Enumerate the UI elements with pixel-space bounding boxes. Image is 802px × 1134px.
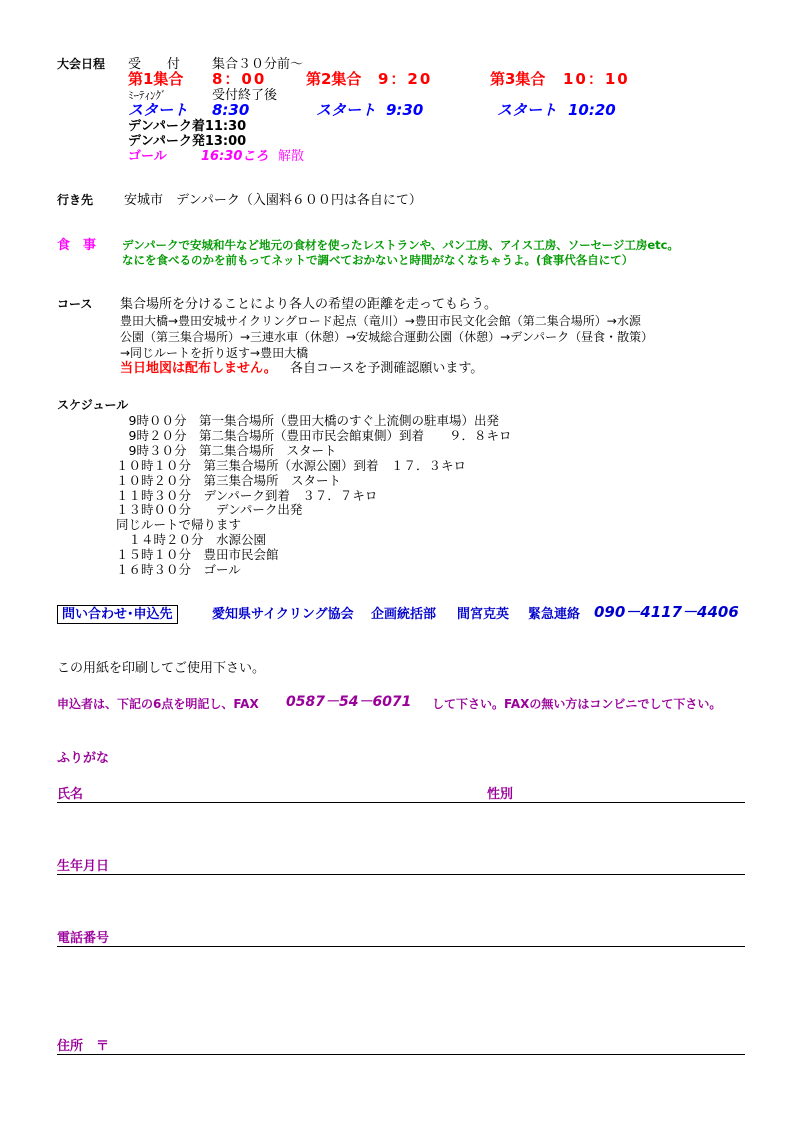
- course-route-3: →同じルートを折り返す→豊田大橋: [120, 346, 309, 360]
- furigana-label: ふりがな: [57, 751, 110, 766]
- schedule-item: １５時１０分 豊田市民会館: [116, 547, 279, 562]
- meeting-label: ﾐｰﾃｨﾝｸﾞ: [128, 89, 167, 102]
- arrive-denpark: デンパーク着11:30: [128, 119, 247, 134]
- start2-label: スタート: [316, 101, 377, 119]
- contact-role: 企画統括部: [371, 607, 437, 622]
- schedule-item: 同じルートで帰ります: [116, 517, 242, 532]
- start1-time: 8:30: [212, 101, 250, 119]
- schedule-item: 9時２０分 第二集合場所（豊田市民会館東側）到着 ９．８キロ: [116, 428, 512, 443]
- meal-line2: なにを食べるのかを前もってネットで調べておかないと時間がなくなちゃうよ。(食事代各自にて）: [122, 253, 634, 267]
- reception-value: 集合３０分前～: [212, 57, 304, 72]
- print-note: この用紙を印刷してご使用下さい。: [57, 661, 266, 676]
- gather2-time: 9：20: [378, 70, 433, 88]
- start1-label: スタート: [128, 101, 189, 119]
- meal-label: 食 事: [57, 238, 97, 253]
- schedule-item: １６時３０分 ゴール: [116, 562, 241, 577]
- start3-label: スタート: [497, 101, 558, 119]
- gender-label: 性別: [487, 787, 514, 802]
- address-underline: [57, 1054, 745, 1055]
- fax-number: 0587－54－6071: [286, 694, 412, 710]
- address-label: 住所 〒: [57, 1039, 110, 1054]
- schedule-item: １１時３０分 デンパーク到着 ３７．７キロ: [116, 488, 378, 503]
- phone-label: 電話番号: [57, 931, 110, 946]
- destination-value: 安城市 デンパーク（入園料６００円は各自にて）: [124, 193, 422, 208]
- course-route-1: 豊田大橋→豊田安城サイクリングロード起点（竜川）→豊田市民文化会館（第二集合場所）→水源: [120, 314, 641, 328]
- birthday-label: 生年月日: [57, 859, 110, 874]
- emergency-label: 緊急連絡: [528, 607, 581, 622]
- goal-note: 解散: [278, 149, 305, 164]
- fax-note-a: 申込者は、下記の6点を明記し、FAX: [57, 697, 259, 711]
- gather3-label: 第3集合: [490, 70, 546, 88]
- schedule-item: 9時３０分 第二集合場所 スタート: [116, 443, 337, 458]
- phone-underline: [57, 946, 745, 947]
- birthday-underline: [57, 874, 745, 875]
- event-schedule-label: 大会日程: [57, 57, 106, 71]
- goal-time: 16:30ころ: [201, 149, 269, 164]
- course-warning-note: 各自コースを予測確認願います。: [290, 361, 484, 376]
- schedule-item: １４時２０分 水源公園: [116, 532, 267, 547]
- gather2-label: 第2集合: [306, 70, 362, 88]
- start3-time: 10:20: [568, 101, 616, 119]
- contact-person: 間宮克英: [457, 607, 510, 622]
- meeting-value: 受付終了後: [212, 88, 278, 103]
- course-route-2: 公園（第三集合場所）→三連水車（休憩）→安城総合運動公園（休憩）→デンパーク（昼食・散策）: [120, 330, 654, 344]
- start2-time: 9:30: [386, 101, 424, 119]
- gather1-label: 第1集合: [128, 70, 184, 88]
- meal-line1: デンパークで安城和牛など地元の食材を使ったレストランや、パン工房、アイス工房、ソーセージ工房etc。: [122, 238, 679, 252]
- course-label: コース: [57, 297, 93, 311]
- schedule-item: １３時００分 デンパーク出発: [116, 502, 303, 517]
- gather3-time: 10：10: [563, 70, 630, 88]
- course-warning: 当日地図は配布しません。: [120, 361, 277, 376]
- schedule-item: １０時１０分 第三集合場所（水源公園）到着 １７．３キロ: [116, 458, 467, 473]
- destination-label: 行き先: [57, 193, 94, 207]
- gather1-time: 8：00: [212, 70, 267, 88]
- goal-label: ゴール: [128, 149, 167, 164]
- emergency-phone: 090－4117－4406: [594, 603, 739, 621]
- course-intro: 集合場所を分けることにより各人の希望の距離を走ってもらう。: [120, 297, 498, 312]
- reception-label: 受 付: [128, 57, 181, 72]
- schedule-item: 9時００分 第一集合場所（豊田大橋のすぐ上流側の駐車場）出発: [116, 413, 499, 428]
- name-underline: [57, 802, 745, 803]
- schedule-label: スケジュール: [57, 398, 129, 412]
- contact-box-label: 問い合わせ･申込先: [57, 605, 178, 624]
- name-label: 氏名: [57, 787, 84, 802]
- contact-org: 愛知県サイクリング協会: [212, 607, 354, 622]
- depart-denpark: デンパーク発13:00: [128, 134, 247, 149]
- schedule-item: １０時２０分 第三集合場所 スタート: [116, 473, 342, 488]
- fax-note-b: して下さい。FAXの無い方はコンビニでして下さい。: [432, 697, 722, 711]
